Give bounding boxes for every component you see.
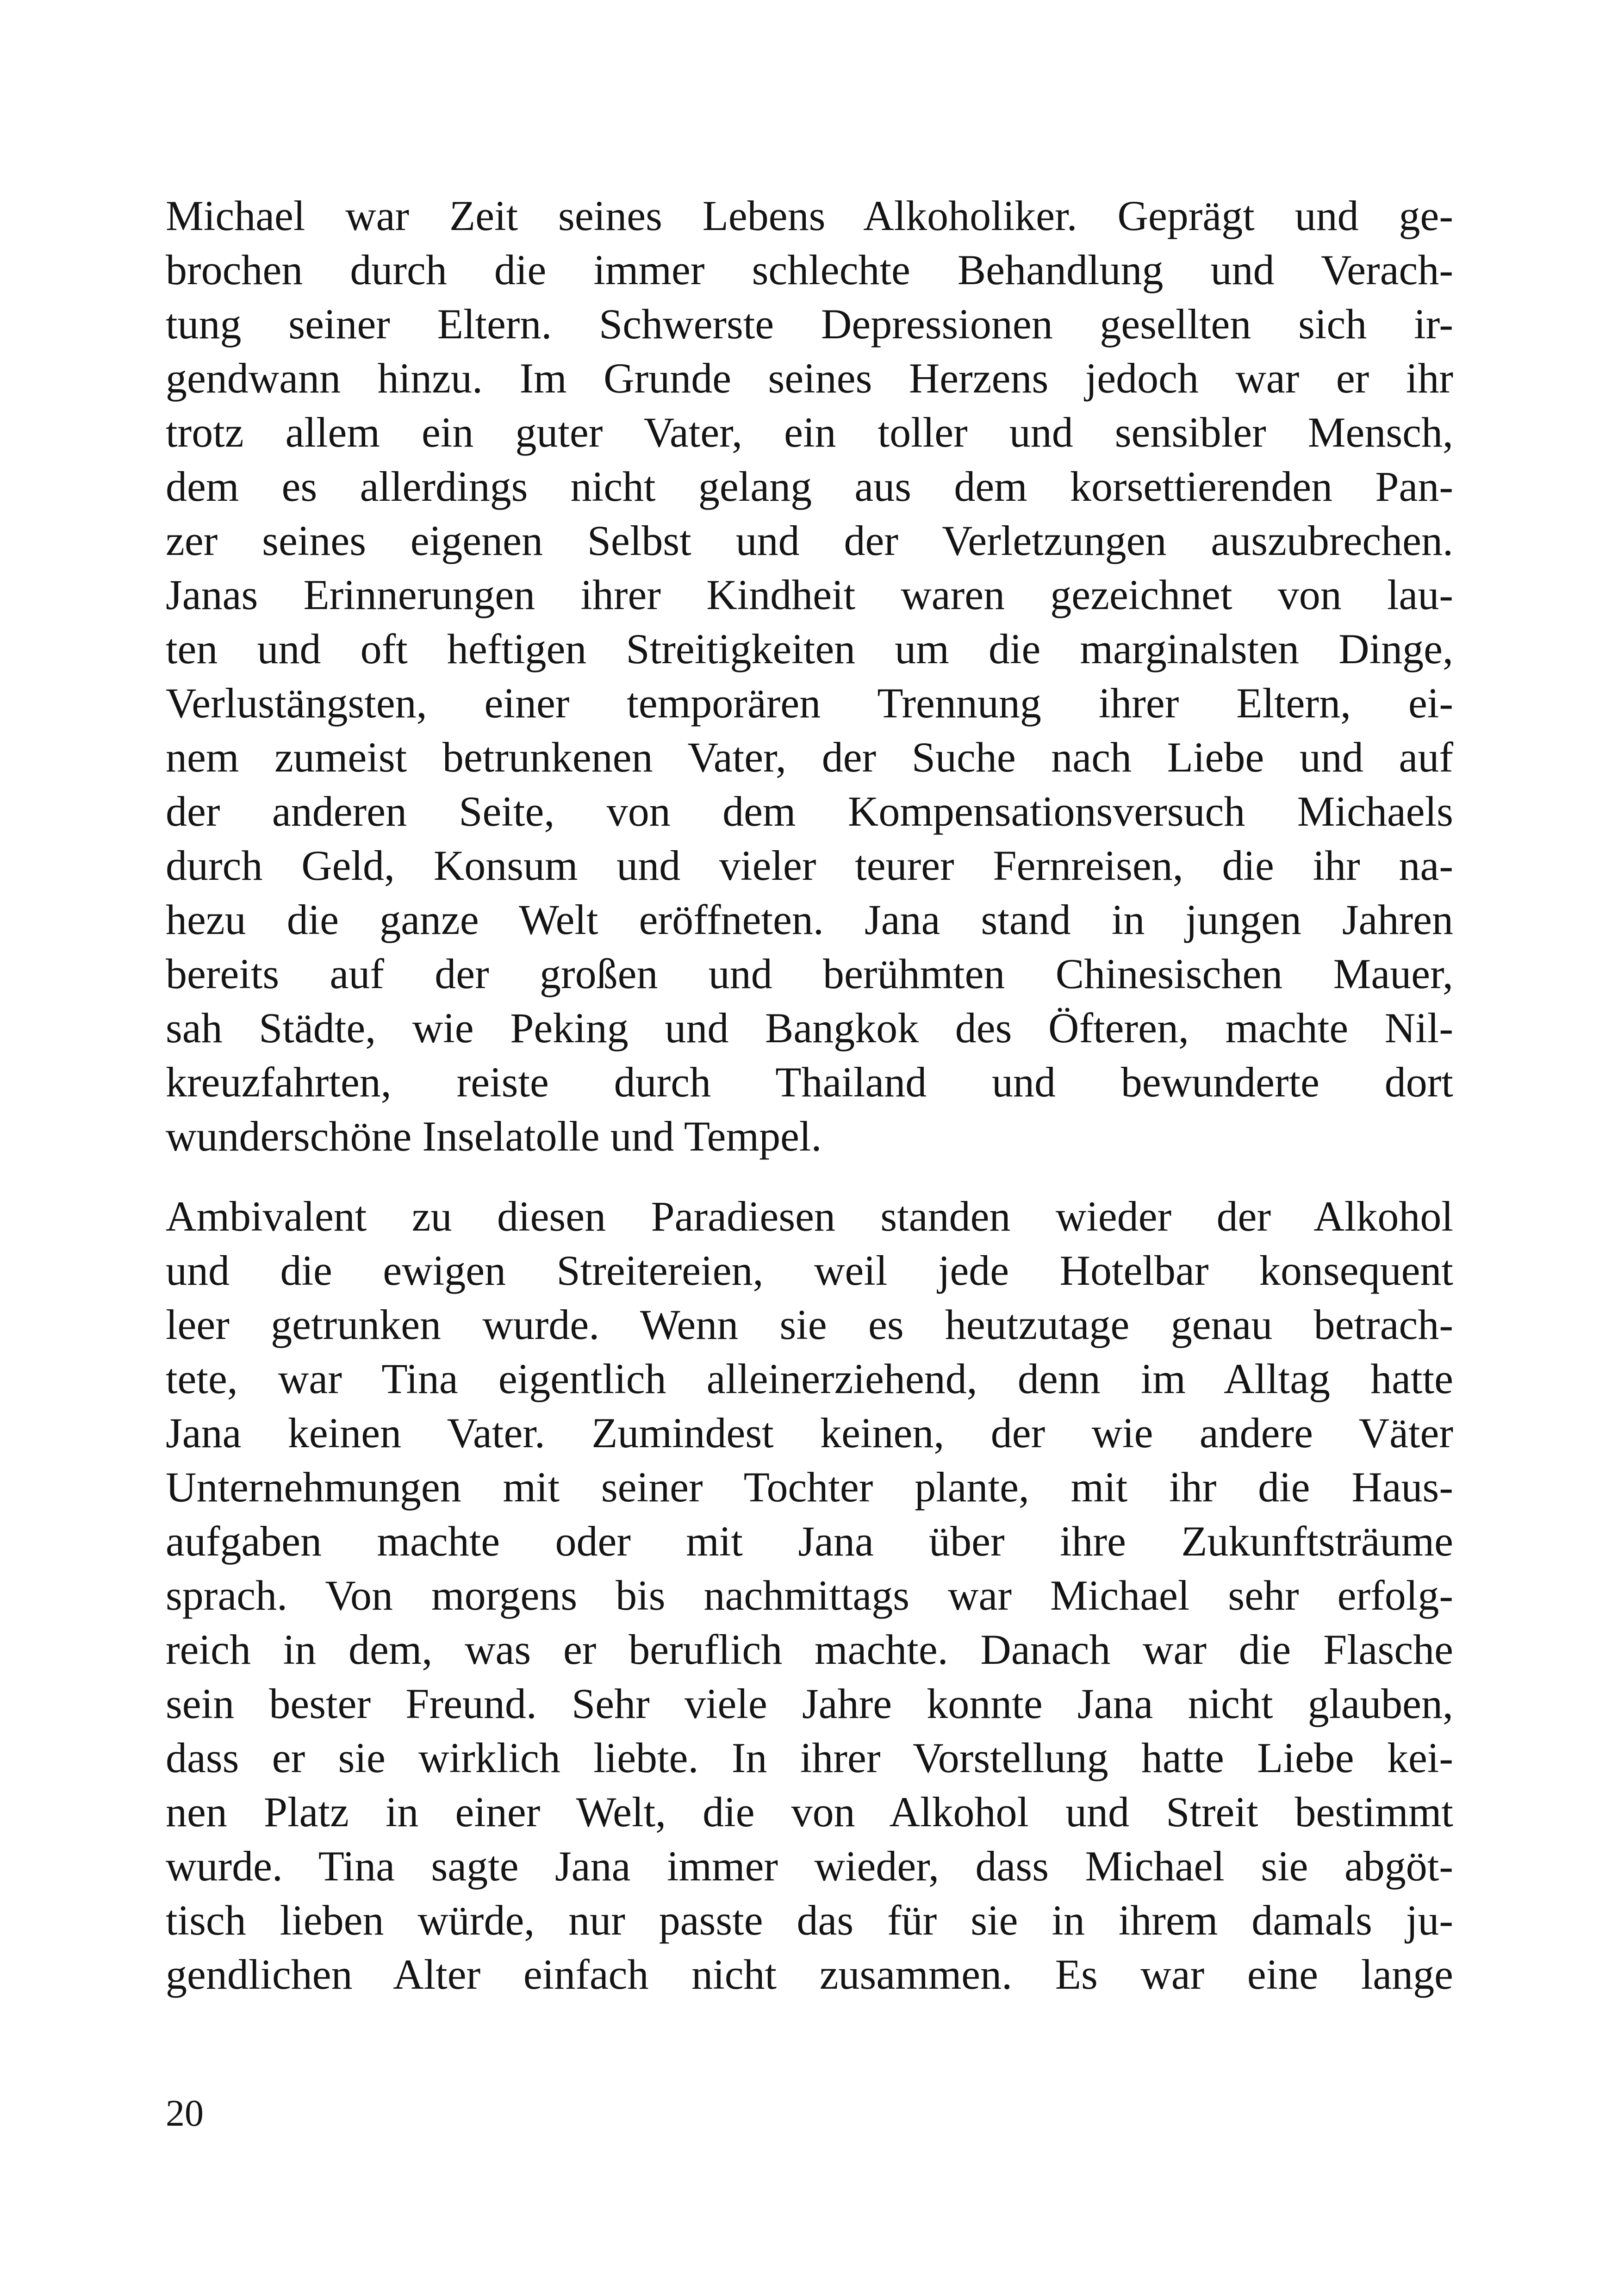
- text-line: tete, war Tina eigentlich alleinerziehend, denn im Alltag hatte: [166, 1355, 1453, 1402]
- text-line: kreuzfahrten, reiste durch Thailand und bewunderte dort: [166, 1058, 1453, 1106]
- text-line: Jana keinen Vater. Zumindest keinen, der wie andere Väter: [166, 1409, 1453, 1456]
- text-line: nen Platz in einer Welt, die von Alkohol und Streit bestimmt: [166, 1788, 1453, 1836]
- text-line: Ambivalent zu diesen Paradiesen standen wieder der Alkohol: [166, 1193, 1453, 1240]
- text-line: dass er sie wirklich liebte. In ihrer Vorstellung hatte Liebe kei-: [166, 1734, 1453, 1781]
- text-line: sah Städte, wie Peking und Bangkok des Öfteren, machte Nil-: [166, 1004, 1453, 1052]
- paragraph: [166, 189, 1453, 1164]
- text-line: dem es allerdings nicht gelang aus dem korsettierenden Pan-: [166, 463, 1453, 510]
- text-line: gendwann hinzu. Im Grunde seines Herzens jedoch war er ihr: [166, 355, 1453, 402]
- text-line: Janas Erinnerungen ihrer Kindheit waren gezeichnet von lau-: [166, 571, 1453, 618]
- text-line: reich in dem, was er beruflich machte. Danach war die Flasche: [166, 1626, 1453, 1673]
- text-line: Michael war Zeit seines Lebens Alkoholiker. Geprägt und ge-: [166, 192, 1453, 239]
- text-line: trotz allem ein guter Vater, ein toller und sensibler Mensch,: [166, 409, 1453, 456]
- text-line: brochen durch die immer schlechte Behandlung und Verach-: [166, 246, 1453, 293]
- text-line: Verlustängsten, einer temporären Trennung ihrer Eltern, ei-: [166, 679, 1453, 727]
- text-line: tisch lieben würde, nur passte das für sie in ihrem damals ju-: [166, 1897, 1453, 1944]
- text-line: Unternehmungen mit seiner Tochter plante, mit ihr die Haus-: [166, 1463, 1453, 1511]
- text-line: wunderschöne Inselatolle und Tempel.: [166, 1113, 822, 1160]
- text-line: durch Geld, Konsum und vieler teurer Fernreisen, die ihr na-: [166, 842, 1453, 889]
- text-line: sprach. Von morgens bis nachmittags war Michael sehr erfolg-: [166, 1572, 1453, 1619]
- text-line: und die ewigen Streitereien, weil jede Hotelbar konsequent: [166, 1247, 1453, 1294]
- text-line: bereits auf der großen und berühmten Chinesischen Mauer,: [166, 950, 1453, 997]
- text-line: tung seiner Eltern. Schwerste Depressionen gesellten sich ir-: [166, 300, 1453, 348]
- text-line: wurde. Tina sagte Jana immer wieder, dass Michael sie abgöt-: [166, 1842, 1453, 1890]
- text-line: ten und oft heftigen Streitigkeiten um die marginalsten Dinge,: [166, 625, 1453, 672]
- text-line: aufgaben machte oder mit Jana über ihre Zukunftsträume: [166, 1518, 1453, 1565]
- body-text: [166, 189, 1453, 2028]
- text-line: hezu die ganze Welt eröffneten. Jana stand in jungen Jahren: [166, 896, 1453, 943]
- text-line: zer seines eigenen Selbst und der Verletzungen auszubrechen.: [166, 517, 1453, 564]
- page-number: 20: [166, 2092, 204, 2134]
- text-line: der anderen Seite, von dem Kompensationsversuch Michaels: [166, 788, 1453, 835]
- paragraph: [166, 1189, 1453, 2002]
- text-line: gendlichen Alter einfach nicht zusammen. Es war eine lange: [166, 1951, 1453, 1998]
- text-line: sein bester Freund. Sehr viele Jahre konnte Jana nicht glauben,: [166, 1680, 1453, 1727]
- text-line: leer getrunken wurde. Wenn sie es heutzutage genau betrach-: [166, 1301, 1453, 1348]
- text-line: nem zumeist betrunkenen Vater, der Suche nach Liebe und auf: [166, 734, 1453, 781]
